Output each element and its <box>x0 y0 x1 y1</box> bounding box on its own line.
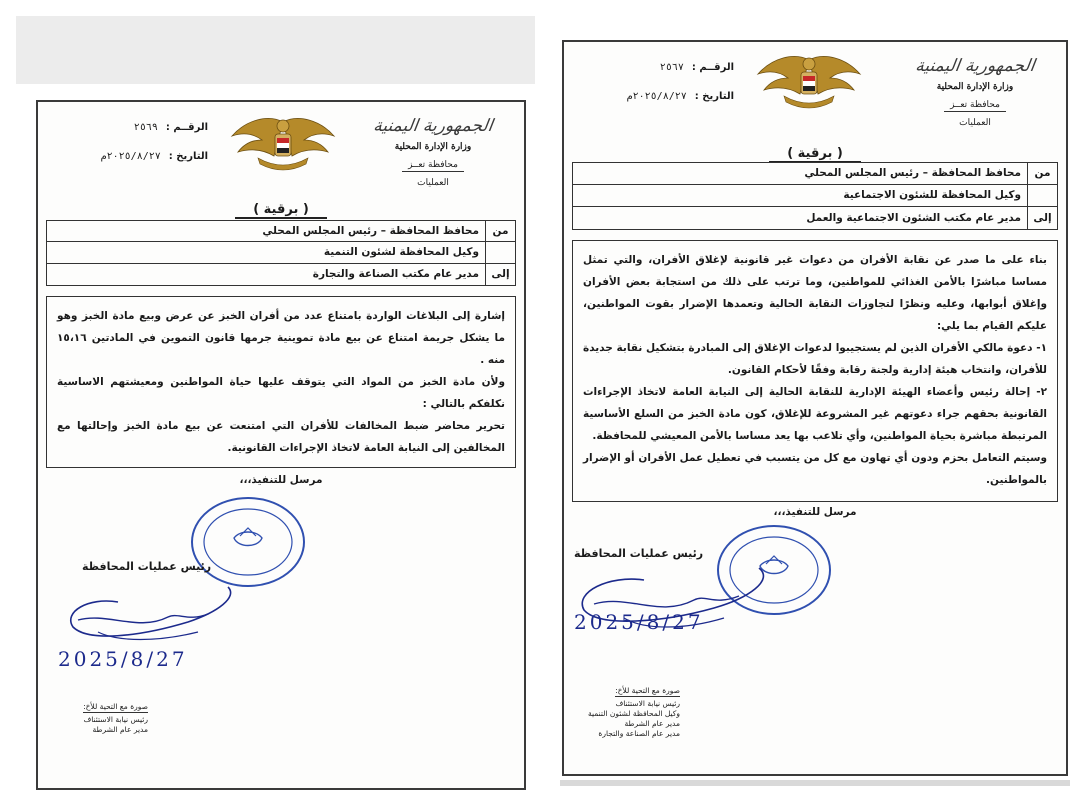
send-for-execution: مرسل للتنفيذ،،، <box>239 474 323 486</box>
date-label: التاريخ : <box>168 151 208 162</box>
signature-title: رئيس عمليات المحافظة <box>574 547 704 560</box>
to-second: مدير عام مكتب الصناعة والتجارة <box>312 268 479 281</box>
document-title: ( برقية ) <box>564 146 1066 161</box>
from-value: محافظ المحافظة – رئيس المجلس المحلي <box>804 167 1021 180</box>
ref-label: الرقــم : <box>165 122 208 133</box>
ministry-block <box>358 116 508 188</box>
eagle-emblem-icon <box>754 52 864 114</box>
ministry-block <box>900 56 1050 128</box>
document-title: ( برقية ) <box>38 202 524 217</box>
image-divider <box>538 0 548 810</box>
governorate-name: محافظة تعــز <box>944 100 1006 112</box>
copy-recipient: مدير عام الشرطة <box>92 725 148 734</box>
send-for-execution: مرسل للتنفيذ،،، <box>773 506 857 518</box>
body-paragraph: تحرير محاضر ضبط المخالفات للأفران التي امتنعت عن بيع مادة الخبز وإحالتها مع المخالفين إلى النيابة العامة لاتخاذ الإجراءات القانونية. <box>57 420 505 454</box>
ref-number: ٢٥٦٩ <box>133 122 158 133</box>
governorate-name: محافظة تعــز <box>402 160 464 172</box>
operations-label: العمليات <box>959 118 991 128</box>
ministry-name: وزارة الإدارة المحلية <box>394 142 472 152</box>
body-paragraph: ٢- إحالة رئيس وأعضاء الهيئة الإدارية للنقابة الحالية إلى النيابة العامة لاتخاذ الإجراءات القانونية بحقهم جراء دعوتهم غير المشروعة للإغلاق، كون مادة الخبز من السلع الأساسية المرتبطة مباشرة بحياة المواطنين، وأي تلاعب بها يعد مساسا بالأمن المعيشي للمحافظة. <box>583 386 1047 442</box>
from-label: من <box>485 221 515 241</box>
reference-block <box>58 122 208 180</box>
copies-list <box>38 702 148 735</box>
to-second: مدير عام مكتب الشئون الاجتماعية والعمل <box>806 211 1021 224</box>
copy-recipient: وكيل المحافظة لشئون التنمية <box>587 709 680 718</box>
copy-recipient: رئيس نيابة الاستئناف <box>83 715 148 724</box>
handwritten-date: 2025/8/27 <box>58 647 188 671</box>
to-first: وكيل المحافظة للشئون الاجتماعية <box>843 189 1021 202</box>
date-value: ٢٠٢٥/٨/٢٧م <box>100 151 161 162</box>
copy-recipient: مدير عام الصناعة والتجارة <box>598 729 680 738</box>
copies-heading: صورة مع التحية للأخ: <box>615 686 680 695</box>
eagle-emblem-icon <box>228 114 338 176</box>
from-label: من <box>1027 163 1057 184</box>
republic-title: الجمهورية اليمنية <box>372 116 494 136</box>
letterhead <box>564 42 1066 142</box>
letter-body <box>572 240 1058 518</box>
date-label: التاريخ : <box>694 91 734 102</box>
body-paragraph: وسيتم التعامل بحزم ودون أي تهاون مع كل من يتسبب في تعطيل عمل الأفران أو الإضرار بالمواطنين. <box>583 452 1047 486</box>
signature-title: رئيس عمليات المحافظة <box>82 560 212 573</box>
republic-title: الجمهورية اليمنية <box>914 56 1036 76</box>
body-paragraph: بناء على ما صدر عن نقابة الأفران من دعوات غير قانونية لإغلاق الأفران، والتي تمثل مساسا مباشرًا بالأمن الغذائي للمواطنين، وما ترتب على ذلك من استجابة بعض الأفران وإغلاق أبوابها، وعليه ونظرًا لتجاوزات النقابة الحالية وتعمدها الإضرار بقوت المواطنين، عليكم القيام بما يلي: <box>583 254 1047 332</box>
address-table <box>46 220 516 286</box>
copies-list <box>570 686 680 739</box>
letter-left <box>36 100 526 790</box>
date-value: ٢٠٢٥/٨/٢٧م <box>626 91 687 102</box>
letter-body <box>46 296 516 486</box>
to-first: وكيل المحافظة لشئون التنمية <box>323 246 479 259</box>
operations-label: العمليات <box>417 178 449 188</box>
ministry-name: وزارة الإدارة المحلية <box>936 82 1014 92</box>
from-value: محافظ المحافظة – رئيس المجلس المحلي <box>262 225 479 238</box>
to-label: إلى <box>1027 207 1057 229</box>
body-paragraph: إشارة إلى البلاغات الواردة بامتناع عدد من أفران الخبز عن عرض وبيع مادة الخبز وهو ما يشكل جريمة امتناع عن بيع مادة تموينية جرمها قانون التموين في المادتين ١٥،١٦ منه . <box>57 310 505 366</box>
top-gray-band <box>16 16 535 84</box>
address-table <box>572 162 1058 230</box>
handwritten-date: 2025/8/27 <box>574 610 704 634</box>
letterhead <box>38 102 524 202</box>
body-paragraph: ١- دعوة مالكي الأفران الذين لم يستجيبوا لدعوات الإغلاق إلى المبادرة بتشكيل نقابة جديدة للأفران، وانتخاب هيئة إدارية ولجنة رقابة وفقًا لأحكام القانون. <box>583 342 1047 376</box>
copies-heading: صورة مع التحية للأخ: <box>83 702 148 711</box>
ref-label: الرقــم : <box>691 62 734 73</box>
to-label: إلى <box>485 264 515 285</box>
copy-recipient: رئيس نيابة الاستئناف <box>615 699 680 708</box>
body-paragraph: ولأن مادة الخبز من المواد التي يتوقف عليها حياة المواطنين ومعيشتهم الاساسية نكلفكم بالتالي : <box>57 376 505 410</box>
ref-number: ٢٥٦٧ <box>659 62 684 73</box>
copy-recipient: مدير عام الشرطة <box>624 719 680 728</box>
reference-block <box>584 62 734 120</box>
letter-right <box>562 40 1068 776</box>
